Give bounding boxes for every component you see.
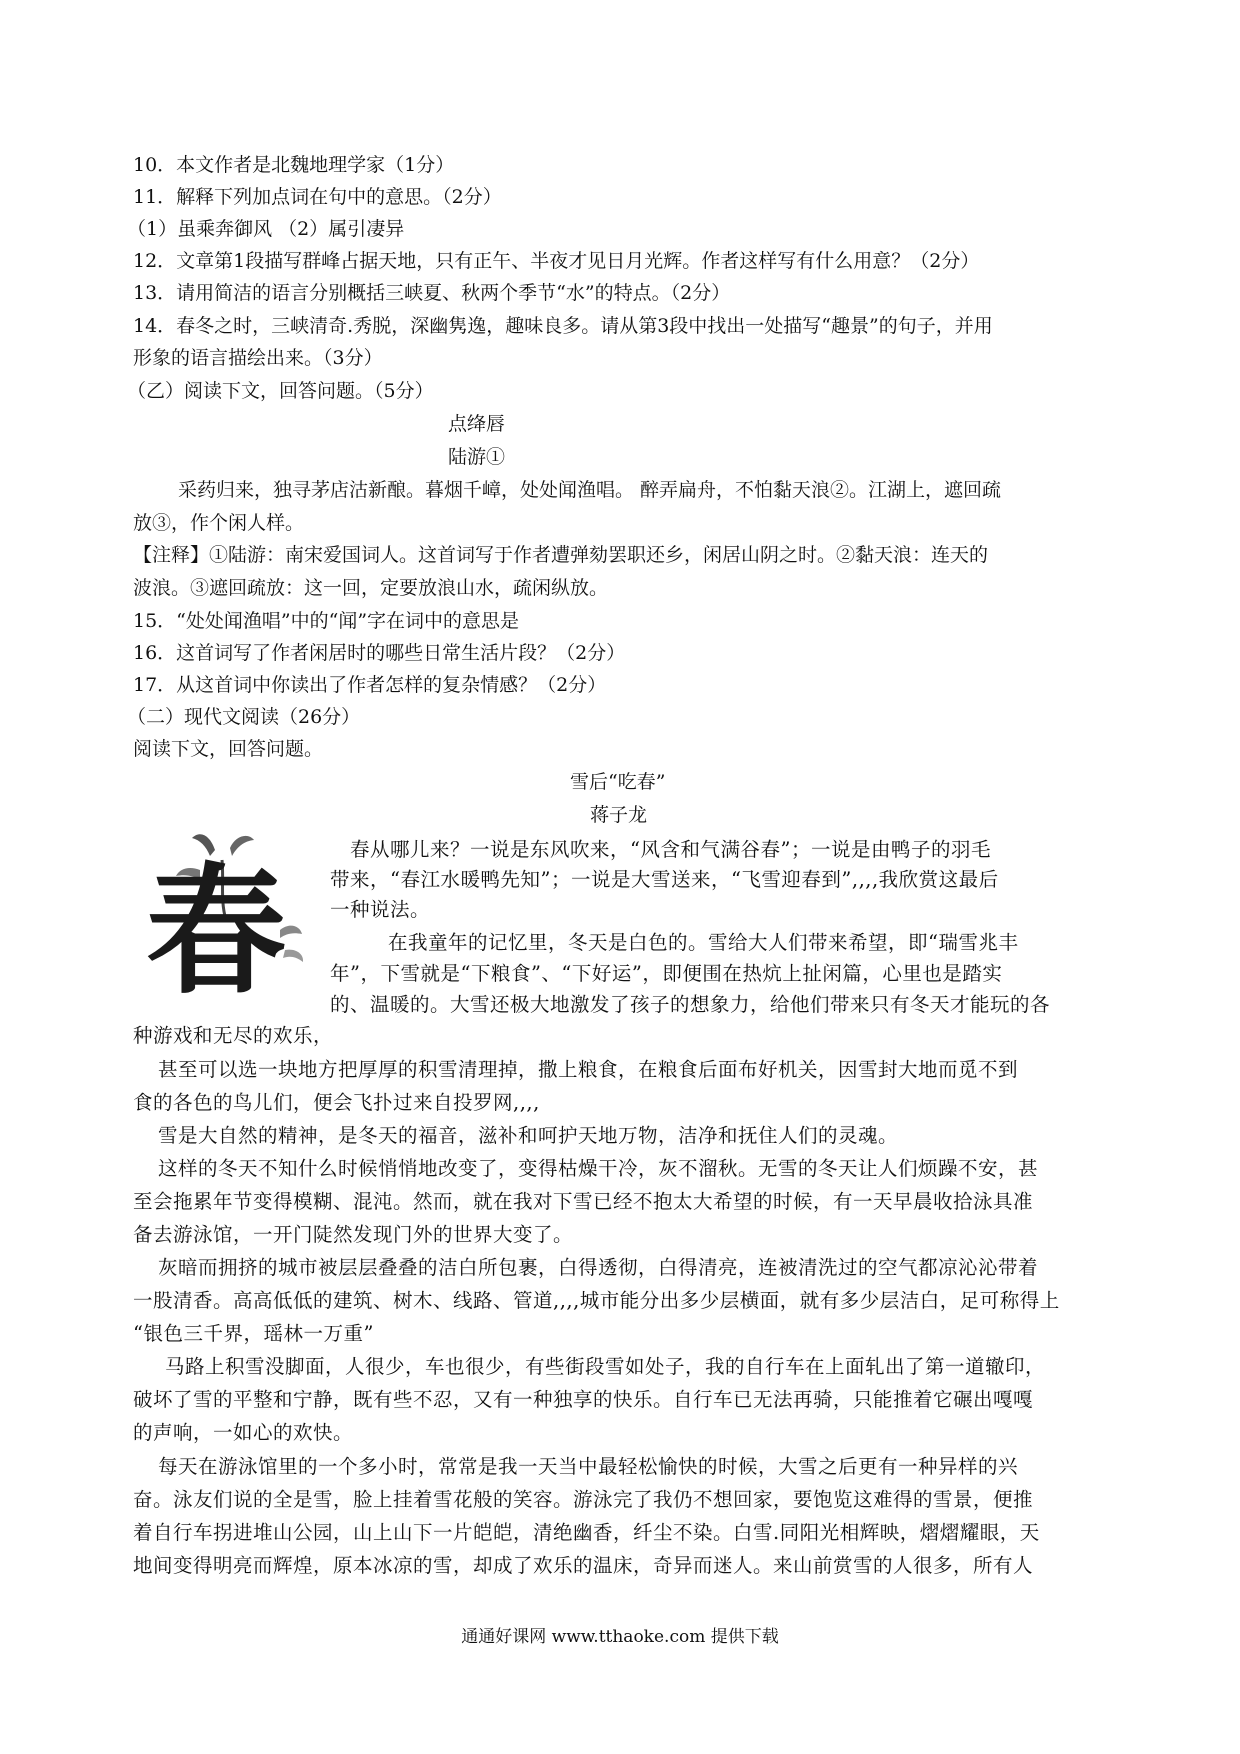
essay-p2-line2: 年”，下雪就是“下粮食”、“下好运”，即便围在热炕上扯闲篇，心里也是踏实 [330, 962, 1003, 985]
poem-note-line1: 【注释】①陆游：南宋爱国词人。这首词写于作者遭弹劾罢职还乡，闲居山阴之时。②黏天浪：连天的 [133, 544, 989, 566]
essay-p5-line3: 备去游泳馆，一开门陡然发现门外的世界大变了。 [133, 1223, 574, 1246]
essay-p8-line4: 地间变得明亮而辉煌，原本冰凉的雪，却成了欢乐的温床，奇异而迷人。来山前赏雪的人很多，所有人 [133, 1554, 1034, 1577]
poem-note-line2: 波浪。③遮回疏放：这一回，定要放浪山水，疏闲纵放。 [133, 577, 609, 599]
poem-text-line1: 采药归来，独寻茅店沽新酿。暮烟千嶂，处处闻渔唱。 醉弄扁舟，不怕黏天浪②。江湖上，遮回疏 [178, 479, 1002, 501]
essay-p5-line1: 这样的冬天不知什么时候悄悄地改变了，变得枯燥干冷，灰不溜秋。无雪的冬天让人们烦躁不安，甚 [158, 1157, 1039, 1180]
question-11-items: （1）虽乘奔御风 （2）属引凄异 [127, 218, 405, 240]
question-14-line2: 形象的语言描绘出来。（3分） [133, 347, 383, 369]
essay-p3-line2: 食的各色的鸟儿们，便会飞扑过来自投罗网,,,, [133, 1091, 540, 1114]
essay-p1-line1: 春从哪儿来？一说是东风吹来，“风含和气满谷春”；一说是由鸭子的羽毛 [350, 838, 991, 861]
question-14-line1: 14．春冬之时，三峡清奇.秀脱，深幽隽逸，趣味良多。请从第3段中找出一处描写“趣景”的句子，并用 [133, 315, 993, 337]
essay-p6-line2: 一股清香。高高低低的建筑、树木、线路、管道,,,,城市能分出多少层横面，就有多少层洁白，足可称得上 [133, 1289, 1060, 1312]
essay-p8-line3: 着自行车拐进堆山公园，山上山下一片皑皑，清绝幽香，纤尘不染。白雪.同阳光相辉映，熠熠耀眼，天 [133, 1521, 1040, 1544]
question-13: 13．请用简洁的语言分别概括三峡夏、秋两个季节“水”的特点。（2分） [133, 282, 731, 304]
spring-glyph: 春 [146, 850, 287, 1005]
poem-title: 点绛唇 [448, 413, 506, 435]
essay-p6-line3: “银色三千界，瑶林一万重” [133, 1322, 374, 1345]
essay-title: 雪后“吃春” [570, 771, 666, 793]
essay-p7-line1: 马路上积雪没脚面，人很少，车也很少，有些街段雪如处子，我的自行车在上面轧出了第一道辙印， [165, 1355, 1046, 1378]
essay-p5-line2: 至会拖累年节变得模糊、混沌。然而，就在我对下雪已经不抱太大希望的时候，有一天早晨收拾泳具准 [133, 1190, 1034, 1213]
essay-p4-line1: 雪是大自然的精神，是冬天的福音，滋补和呵护天地万物，洁净和抚住人们的灵魂。 [158, 1124, 899, 1147]
essay-p2-line4: 种游戏和无尽的欢乐， [133, 1024, 334, 1047]
essay-p8-line1: 每天在游泳馆里的一个多小时，常常是我一天当中最轻松愉快的时候，大雪之后更有一种异样的兴 [158, 1455, 1019, 1478]
essay-p2-line1: 在我童年的记忆里，冬天是白色的。雪给大人们带来希望，即“瑞雪兆丰 [388, 931, 1019, 954]
modern-section-heading: （二）现代文阅读（26分） [127, 706, 361, 728]
essay-author: 蒋子龙 [590, 804, 648, 826]
essay-p1-line3: 一种说法。 [330, 898, 431, 921]
question-16: 16．这首词写了作者闲居时的哪些日常生活片段？（2分） [133, 642, 626, 664]
modern-section-instruction: 阅读下文，回答问题。 [133, 738, 324, 760]
question-12: 12．文章第1段描写群峰占据天地，只有正午、半夜才见日月光辉。作者这样写有什么用意？（2分） [133, 250, 980, 272]
essay-p7-line2: 破坏了雪的平整和宁静，既有些不忍，又有一种独享的快乐。自行车已无法再骑，只能推着它碾出嘎嘎 [133, 1388, 1034, 1411]
spring-branch-icon [140, 830, 315, 1005]
essay-p8-line2: 奋。泳友们说的全是雪，脸上挂着雪花般的笑容。游泳完了我仍不想回家，要饱览这难得的雪景，便推 [133, 1488, 1034, 1511]
page-footer: 通通好课网 www.tthaoke.com 提供下载 [461, 1627, 779, 1647]
question-10: 10．本文作者是北魏地理学家（1分） [133, 154, 455, 176]
essay-p3-line1: 甚至可以选一块地方把厚厚的积雪清理掉，撒上粮食，在粮食后面布好机关，因雪封大地而觅不到 [158, 1058, 1019, 1081]
essay-p6-line1: 灰暗而拥挤的城市被层层叠叠的洁白所包裹，白得透彻，白得清亮，连被清洗过的空气都凉沁沁带着 [158, 1256, 1039, 1279]
poem-author: 陆游① [448, 446, 506, 468]
essay-p2-line3: 的、温暖的。大雪还极大地激发了孩子的想象力，给他们带来只有冬天才能玩的各 [330, 993, 1051, 1016]
question-17: 17．从这首词中你读出了作者怎样的复杂情感？（2分） [133, 674, 607, 696]
spring-calligraphy-image [140, 830, 315, 1005]
poem-text-line2: 放③，作个闲人样。 [133, 512, 305, 534]
essay-p1-line2: 带来，“春江水暖鸭先知”；一说是大雪送来，“飞雪迎春到”,,,,我欣赏这最后 [330, 868, 999, 891]
question-11: 11．解释下列加点词在句中的意思。（2分） [133, 186, 502, 208]
essay-p7-line3: 的声响，一如心的欢快。 [133, 1421, 354, 1444]
question-15: 15．“处处闻渔唱”中的“闻”字在词中的意思是 [133, 610, 520, 632]
poem-section-heading: （乙）阅读下文，回答问题。（5分） [127, 380, 434, 402]
